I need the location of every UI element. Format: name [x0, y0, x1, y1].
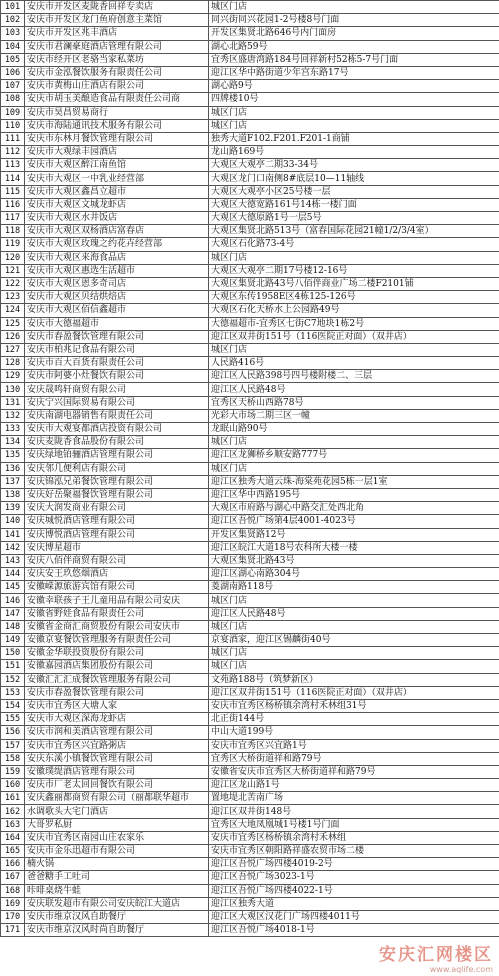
- store-address-cell: 城区门店: [209, 343, 499, 356]
- store-name-cell: 安庆南湖电器销售有限责任公司: [25, 409, 209, 422]
- store-name-cell: 安庆市胡玉美酿造食品有限责任公司商: [25, 93, 209, 106]
- store-address-cell: 菱湖南路118号: [209, 581, 499, 594]
- store-name-cell: 安庆市大观区水井饭店: [25, 212, 209, 225]
- store-address-cell: 北正街144号: [209, 713, 499, 726]
- store-name-cell: 安徽京宴餐饮管理服务有限责任公司: [25, 634, 209, 647]
- store-address-cell: 置地堤北苦南广场: [209, 792, 499, 805]
- store-address-cell: 大观区大德宽路161号14栋一楼门面: [209, 198, 499, 211]
- row-number-cell: 167: [1, 871, 25, 884]
- row-number-cell: 162: [1, 805, 25, 818]
- table-row: [1, 40, 499, 53]
- row-number-cell: 131: [1, 396, 25, 409]
- store-name-cell: 安庆市开发区龙门鱼府创意主菜馆: [25, 14, 209, 27]
- store-address-cell: 京宴酒家，迎江区锡麟街40号: [209, 634, 499, 647]
- store-address-cell: 城区门店: [209, 119, 499, 132]
- store-name-cell: 安庆市大观区双杨酒店富春店: [25, 225, 209, 238]
- store-name-cell: 安庆市宜秀区大塘人家: [25, 699, 209, 712]
- table-row: [1, 831, 499, 844]
- store-address-cell: 迎江区大观区汉花门广场四楼4011号: [209, 910, 499, 923]
- store-address-cell: 龙山路169号: [209, 146, 499, 159]
- row-number-cell: 151: [1, 660, 25, 673]
- store-name-cell: 安庆市百大百货有限责任公司: [25, 357, 209, 370]
- store-address-cell: 大观区集贤北路43号八佰伴商业广场二楼F2101铺: [209, 277, 499, 290]
- store-name-cell: 安庆好岳聚福餐饮管理有限公司: [25, 488, 209, 501]
- table-row: [1, 291, 499, 304]
- store-address-cell: 大观区龙门口南侧8#底层10—11轴线: [209, 172, 499, 185]
- store-address-cell: 迎江区人民路48号: [209, 607, 499, 620]
- table-row: [1, 634, 499, 647]
- store-address-cell: 城区门店: [209, 462, 499, 475]
- store-name-cell: 安庆市昊昌贸易商行: [25, 106, 209, 119]
- store-address-cell: 迎江区华中路街道少年宫东路17号: [209, 66, 499, 79]
- table-row: [1, 765, 499, 778]
- table-row: [1, 277, 499, 290]
- store-name-cell: 楠火锅: [25, 858, 209, 871]
- row-number-cell: 160: [1, 779, 25, 792]
- table-row: [1, 80, 499, 93]
- table-row: [1, 739, 499, 752]
- row-number-cell: 157: [1, 739, 25, 752]
- table-row: [1, 607, 499, 620]
- table-row: [1, 357, 499, 370]
- row-number-cell: 108: [1, 93, 25, 106]
- store-name-cell: 安徽省野娃食品有限责任公司: [25, 607, 209, 620]
- store-name-cell: 安庆市东林月餐饮管理有限公司: [25, 132, 209, 145]
- row-number-cell: 126: [1, 330, 25, 343]
- row-number-cell: 112: [1, 146, 25, 159]
- store-address-cell: 大观区石化路73-4号: [209, 238, 499, 251]
- store-name-cell: 安庆宁兴国际贸易有限公司: [25, 396, 209, 409]
- table-row: [1, 93, 499, 106]
- store-address-cell: 开发区集贤路12号: [209, 528, 499, 541]
- row-number-cell: 135: [1, 449, 25, 462]
- row-number-cell: 130: [1, 383, 25, 396]
- table-row: [1, 502, 499, 515]
- table-row: [1, 713, 499, 726]
- table-row: [1, 673, 499, 686]
- row-number-cell: 163: [1, 818, 25, 831]
- store-address-cell: 龙眠山路90号: [209, 423, 499, 436]
- store-address-cell: 迎江区湖心南路304号: [209, 568, 499, 581]
- table-row: [1, 779, 499, 792]
- row-number-cell: 170: [1, 910, 25, 923]
- store-address-cell: 城区门店: [209, 436, 499, 449]
- store-address-cell: 城区门店: [209, 594, 499, 607]
- row-number-cell: 110: [1, 119, 25, 132]
- store-name-cell: 安庆绿地铂骊酒店管理有限公司: [25, 449, 209, 462]
- store-name-cell: 安庆市大德福超市: [25, 317, 209, 330]
- store-name-cell: 安庆市阿婆小灶餐饮有限公司: [25, 370, 209, 383]
- store-address-cell: 中山大道199号: [209, 726, 499, 739]
- store-name-cell: 安徽幸联孩子王儿童用品有限公司安庆: [25, 594, 209, 607]
- store-address-cell: 安庆市宜秀区朝阳路祥盛农贸市场二楼: [209, 845, 499, 858]
- row-number-cell: 122: [1, 277, 25, 290]
- row-number-cell: 139: [1, 502, 25, 515]
- table-row: [1, 146, 499, 159]
- store-name-cell: 安庆市大观区玫瑰之约花卉经营部: [25, 238, 209, 251]
- store-address-cell: 城区门店: [209, 251, 499, 264]
- row-number-cell: 129: [1, 370, 25, 383]
- row-number-cell: 159: [1, 765, 25, 778]
- store-address-cell: 宜秀区天桥山西路78号: [209, 396, 499, 409]
- table-row: [1, 185, 499, 198]
- table-row: [1, 554, 499, 567]
- table-row: [1, 594, 499, 607]
- store-name-cell: 安庆市春盈餐饮管理有限公司: [25, 686, 209, 699]
- store-address-cell: 迎江区双井街148号: [209, 805, 499, 818]
- table-row: [1, 330, 499, 343]
- store-name-cell: 安庆市大观区文城龙虾店: [25, 198, 209, 211]
- store-address-cell: 迎江区吾悦广场第4层4001-4023号: [209, 515, 499, 528]
- row-number-cell: 119: [1, 238, 25, 251]
- row-number-cell: 155: [1, 713, 25, 726]
- row-number-cell: 164: [1, 831, 25, 844]
- row-number-cell: 113: [1, 159, 25, 172]
- row-number-cell: 118: [1, 225, 25, 238]
- table-row: [1, 462, 499, 475]
- row-number-cell: 107: [1, 80, 25, 93]
- store-address-cell: 迎江区独秀大道云珠-海棠苑花园5栋一层1室: [209, 475, 499, 488]
- table-row: [1, 1, 499, 14]
- table-row: [1, 53, 499, 66]
- table-row: [1, 475, 499, 488]
- store-address-cell: 大观区石化天桥水上公园路49号: [209, 304, 499, 317]
- store-address-cell: 迎江区龙山路1号: [209, 779, 499, 792]
- store-name-cell: 安庆市大观区佰信鑫超市: [25, 304, 209, 317]
- store-address-cell: 大观区大观亭二期17号楼12-16号: [209, 264, 499, 277]
- store-address-cell: 光彩大市场二期三区一幢: [209, 409, 499, 422]
- store-name-cell: 安庆市经开区老骆当家私菜坊: [25, 53, 209, 66]
- table-row: [1, 304, 499, 317]
- store-address-cell: 大观区东传1958E区4栋125-126号: [209, 291, 499, 304]
- row-number-cell: 165: [1, 845, 25, 858]
- store-name-cell: 安庆市金乐迅超市有限公司: [25, 845, 209, 858]
- store-address-cell: 迎江区吾悦广场3023-1号: [209, 871, 499, 884]
- store-address-cell: 城区门店: [209, 1, 499, 14]
- store-name-cell: 安庆锦泓兄弟餐饮管理有限公司: [25, 475, 209, 488]
- table-row: [1, 343, 499, 356]
- table-row: [1, 620, 499, 633]
- row-number-cell: 161: [1, 792, 25, 805]
- store-address-cell: 大观区大观亭小区25号楼一层: [209, 185, 499, 198]
- store-name-cell: 安庆市维京汉风自助餐厅: [25, 910, 209, 923]
- row-number-cell: 147: [1, 607, 25, 620]
- table-row: [1, 317, 499, 330]
- row-number-cell: 154: [1, 699, 25, 712]
- row-number-cell: 101: [1, 1, 25, 14]
- table-row: [1, 66, 499, 79]
- table-row: [1, 436, 499, 449]
- watermark-logo: [379, 940, 493, 974]
- store-name-cell: 安徽嵘源旅游宾馆有限公司: [25, 581, 209, 594]
- store-name-cell: 安庆八佰伴商贸有限公司: [25, 554, 209, 567]
- row-number-cell: 144: [1, 568, 25, 581]
- table-row: [1, 818, 499, 831]
- store-name-cell: 安庆麦陇香食品股份有限公司: [25, 436, 209, 449]
- row-number-cell: 127: [1, 343, 25, 356]
- store-name-cell: 安庆市开发区兆丰酒店: [25, 27, 209, 40]
- store-name-cell: 安徽嘉园酒店集团股份有限公司: [25, 660, 209, 673]
- store-address-cell: 宜秀区盛唐湾路184号回祥新村52栋5-7号门面: [209, 53, 499, 66]
- table-row: [1, 264, 499, 277]
- store-name-cell: 安庆市润和美酒店管理有限公司: [25, 726, 209, 739]
- table-row: [1, 752, 499, 765]
- row-number-cell: 102: [1, 14, 25, 27]
- store-name-cell: 安徽金华联投资股份有限公司: [25, 647, 209, 660]
- store-name-cell: 安庆市海陆通讯技术服务有限公司: [25, 119, 209, 132]
- store-address-cell: 宜秀区大地凤凰城1号楼1号门面: [209, 818, 499, 831]
- row-number-cell: 121: [1, 264, 25, 277]
- row-number-cell: 156: [1, 726, 25, 739]
- table-row: [1, 106, 499, 119]
- row-number-cell: 136: [1, 462, 25, 475]
- store-name-cell: 安庆市大观区醉江南鱼馆: [25, 159, 209, 172]
- store-name-cell: 安庆市金泓餐饮服务有限责任公司: [25, 66, 209, 79]
- watermark-title: 安庆汇网楼区: [379, 945, 493, 965]
- store-name-cell: 安庆市宜秀区兴宜路粥店: [25, 739, 209, 752]
- row-number-cell: 103: [1, 27, 25, 40]
- store-address-cell: 大观区大德原路1号一层5号: [209, 212, 499, 225]
- store-address-cell: 城区门店: [209, 660, 499, 673]
- table-row: [1, 488, 499, 501]
- table-row: [1, 27, 499, 40]
- row-number-cell: 140: [1, 515, 25, 528]
- store-address-cell: 大观区集贤北路513号（富春国际花园21幢1/2/3/4室）: [209, 225, 499, 238]
- store-name-cell: 安庆市大观区来海食品店: [25, 251, 209, 264]
- store-address-cell: 迎江区龙狮桥乡顺安路777号: [209, 449, 499, 462]
- store-name-cell: 安庆鑫丽都商贸有限公司（丽都联华超市: [25, 792, 209, 805]
- store-name-cell: 安徽汇汇汇成餐饮管理服务有限公司: [25, 673, 209, 686]
- row-number-cell: 137: [1, 475, 25, 488]
- row-number-cell: 142: [1, 541, 25, 554]
- store-name-cell: 安庆市大观宴都酒店投资有限公司: [25, 423, 209, 436]
- store-address-cell: 安庆市宜秀区兴宜路1号: [209, 739, 499, 752]
- store-name-cell: 安庆东溪小镇餐饮管理有限公司: [25, 752, 209, 765]
- table-row: [1, 858, 499, 871]
- store-name-cell: 安庆市宜秀区南园山庄农家乐: [25, 831, 209, 844]
- table-row: [1, 212, 499, 225]
- table-row: [1, 884, 499, 897]
- store-name-cell: 安庆市大观区惠选生活超市: [25, 264, 209, 277]
- row-number-cell: 105: [1, 53, 25, 66]
- store-address-cell: 湖心路9号: [209, 80, 499, 93]
- table-row: [1, 409, 499, 422]
- table-row: [1, 660, 499, 673]
- store-name-cell: 大哥罗私厨: [25, 818, 209, 831]
- store-address-cell: 迎江区人民路48号: [209, 383, 499, 396]
- store-address-cell: 湖心北路59号: [209, 40, 499, 53]
- table-row: [1, 225, 499, 238]
- table-row: [1, 370, 499, 383]
- store-name-cell: 安庆市大观区一中乳业经营部: [25, 172, 209, 185]
- row-number-cell: 153: [1, 686, 25, 699]
- store-address-cell: 安庆市宜秀区杨桥镇余湾村禾林组31号: [209, 699, 499, 712]
- row-number-cell: 152: [1, 673, 25, 686]
- row-number-cell: 158: [1, 752, 25, 765]
- store-address-cell: 迎江区双井街151号（116医院正对面）（双井店）: [209, 686, 499, 699]
- table-row: [1, 132, 499, 145]
- table-row: [1, 924, 499, 937]
- store-address-cell: 大观区大观亭二期33-34号: [209, 159, 499, 172]
- row-number-cell: 106: [1, 66, 25, 79]
- store-name-cell: 安庆市大观区深海龙虾店: [25, 713, 209, 726]
- row-number-cell: 169: [1, 897, 25, 910]
- store-name-cell: 安庆市大观区鑫昌立超市: [25, 185, 209, 198]
- row-number-cell: 124: [1, 304, 25, 317]
- table-row: [1, 792, 499, 805]
- store-name-cell: 安庆联发超市有限公司安庆皖江大道店: [25, 897, 209, 910]
- table-row: [1, 198, 499, 211]
- store-address-cell: 开发区集贤北路646号内门面房: [209, 27, 499, 40]
- row-number-cell: 114: [1, 172, 25, 185]
- row-number-cell: 143: [1, 554, 25, 567]
- store-name-cell: 安庆城悦酒店管理有限公司: [25, 515, 209, 528]
- store-address-cell: 迎江区华中西路195号: [209, 488, 499, 501]
- store-address-cell: 迎江区双井街151号（116医院正对面）（双井店）: [209, 330, 499, 343]
- row-number-cell: 117: [1, 212, 25, 225]
- table-row: [1, 871, 499, 884]
- store-name-cell: 安庆市君澜豪庭酒店管理有限公司: [25, 40, 209, 53]
- row-number-cell: 128: [1, 357, 25, 370]
- table-row: [1, 515, 499, 528]
- store-address-cell: 迎江区人民路398号四号楼附楼二、三层: [209, 370, 499, 383]
- table-row: [1, 541, 499, 554]
- store-address-cell: 大观区市府路与湖心中路交汇处西北角: [209, 502, 499, 515]
- store-address-cell: 迎江区吾悦广场四楼4022-1号: [209, 884, 499, 897]
- store-address-cell: 迎江区皖江大道18号农科所大楼一楼: [209, 541, 499, 554]
- watermark-url: www.aqlife.com: [429, 965, 493, 974]
- row-number-cell: 116: [1, 198, 25, 211]
- store-address-cell: 人民路416号: [209, 357, 499, 370]
- store-address-cell: 宜秀区大桥街道祥和路79号: [209, 752, 499, 765]
- row-number-cell: 149: [1, 634, 25, 647]
- table-row: [1, 845, 499, 858]
- store-address-cell: 大德福超市-宜秀区七街C7地块1栋2号: [209, 317, 499, 330]
- store-name-cell: 安庆市柏兆记食品有限公司: [25, 343, 209, 356]
- store-address-cell: 迎江区独秀大道: [209, 897, 499, 910]
- store-name-cell: 咔啡桌烧牛蛙: [25, 884, 209, 897]
- row-number-cell: 146: [1, 594, 25, 607]
- store-name-cell: 安徽璞缇酒店管理有限公司: [25, 765, 209, 778]
- table-row: [1, 251, 499, 264]
- store-name-cell: 安庆市大观区贝结烘焙店: [25, 291, 209, 304]
- table-row: [1, 238, 499, 251]
- table-row: [1, 581, 499, 594]
- table-row: [1, 383, 499, 396]
- row-number-cell: 138: [1, 488, 25, 501]
- table-row: [1, 686, 499, 699]
- row-number-cell: 148: [1, 620, 25, 633]
- store-address-cell: 安徽省安庆市宜秀区大桥街道祥和路79号: [209, 765, 499, 778]
- store-address-cell: 文苑路188号（筑梦新区）: [209, 673, 499, 686]
- row-number-cell: 104: [1, 40, 25, 53]
- table-row: [1, 910, 499, 923]
- store-name-cell: 安庆市开发区麦陇香回祥专卖店: [25, 1, 209, 14]
- store-name-cell: 安庆博星超市: [25, 541, 209, 554]
- row-number-cell: 168: [1, 884, 25, 897]
- table-row: [1, 423, 499, 436]
- store-name-cell: 安庆晟鸣轩商贸有限公司: [25, 383, 209, 396]
- table-row: [1, 528, 499, 541]
- store-name-cell: 安庆市大观绿丰园酒店: [25, 146, 209, 159]
- table-row: [1, 119, 499, 132]
- store-address-cell: 迎江区吾悦广场四楼4019-2号: [209, 858, 499, 871]
- row-number-cell: 123: [1, 291, 25, 304]
- table-row: [1, 897, 499, 910]
- row-number-cell: 145: [1, 581, 25, 594]
- store-address-cell: 城区门店: [209, 647, 499, 660]
- store-name-cell: 爸爸糖手工吐司: [25, 871, 209, 884]
- table-row: [1, 159, 499, 172]
- row-number-cell: 111: [1, 132, 25, 145]
- store-name-cell: 安庆博悦酒店管理有限公司: [25, 528, 209, 541]
- store-name-cell: 安庆大润发商业有限公司: [25, 502, 209, 515]
- store-name-cell: 水调歌头大宅门酒店: [25, 805, 209, 818]
- row-number-cell: 150: [1, 647, 25, 660]
- store-address-cell: 大观区集贤北路43号: [209, 554, 499, 567]
- table-row: [1, 172, 499, 185]
- store-name-cell: 安庆市厂老太回回餐饮有限公司: [25, 779, 209, 792]
- table-row: [1, 449, 499, 462]
- table-row: [1, 726, 499, 739]
- store-address-cell: 独秀大道F102.F201.F201-1商铺: [209, 132, 499, 145]
- table-row: [1, 699, 499, 712]
- table-row: [1, 805, 499, 818]
- row-number-cell: 125: [1, 317, 25, 330]
- store-name-cell: 安庆邻几便利店有限公司: [25, 462, 209, 475]
- store-address-cell: 城区门店: [209, 106, 499, 119]
- table-body: [1, 1, 499, 937]
- store-address-cell: 城区门店: [209, 620, 499, 633]
- table-row: [1, 568, 499, 581]
- row-number-cell: 134: [1, 436, 25, 449]
- table-row: [1, 647, 499, 660]
- row-number-cell: 171: [1, 924, 25, 937]
- row-number-cell: 133: [1, 423, 25, 436]
- store-address-cell: 同兴街同兴花园1-2号楼8号门面: [209, 14, 499, 27]
- table-row: [1, 396, 499, 409]
- row-number-cell: 120: [1, 251, 25, 264]
- row-number-cell: 109: [1, 106, 25, 119]
- row-number-cell: 115: [1, 185, 25, 198]
- store-address-cell: 四牌楼10号: [209, 93, 499, 106]
- store-name-cell: 安庆市黄梅山庄酒店有限公司: [25, 80, 209, 93]
- store-name-cell: 安徽省金商汇商贸股份有限公司安庆市: [25, 620, 209, 633]
- store-name-cell: 安庆安王玖悠烟酒店: [25, 568, 209, 581]
- row-number-cell: 141: [1, 528, 25, 541]
- row-number-cell: 132: [1, 409, 25, 422]
- store-name-cell: 安庆市维京汉风时尚自助餐厅: [25, 924, 209, 937]
- store-address-cell: 安庆市宜秀区杨桥镇余湾村禾林组: [209, 831, 499, 844]
- table-row: [1, 14, 499, 27]
- row-number-cell: 166: [1, 858, 25, 871]
- store-address-cell: 迎江区吾悦广场4018-1号: [209, 924, 499, 937]
- store-name-cell: 安庆市大观区恩多奇司店: [25, 277, 209, 290]
- store-name-cell: 安庆市春盈餐饮管理有限公司: [25, 330, 209, 343]
